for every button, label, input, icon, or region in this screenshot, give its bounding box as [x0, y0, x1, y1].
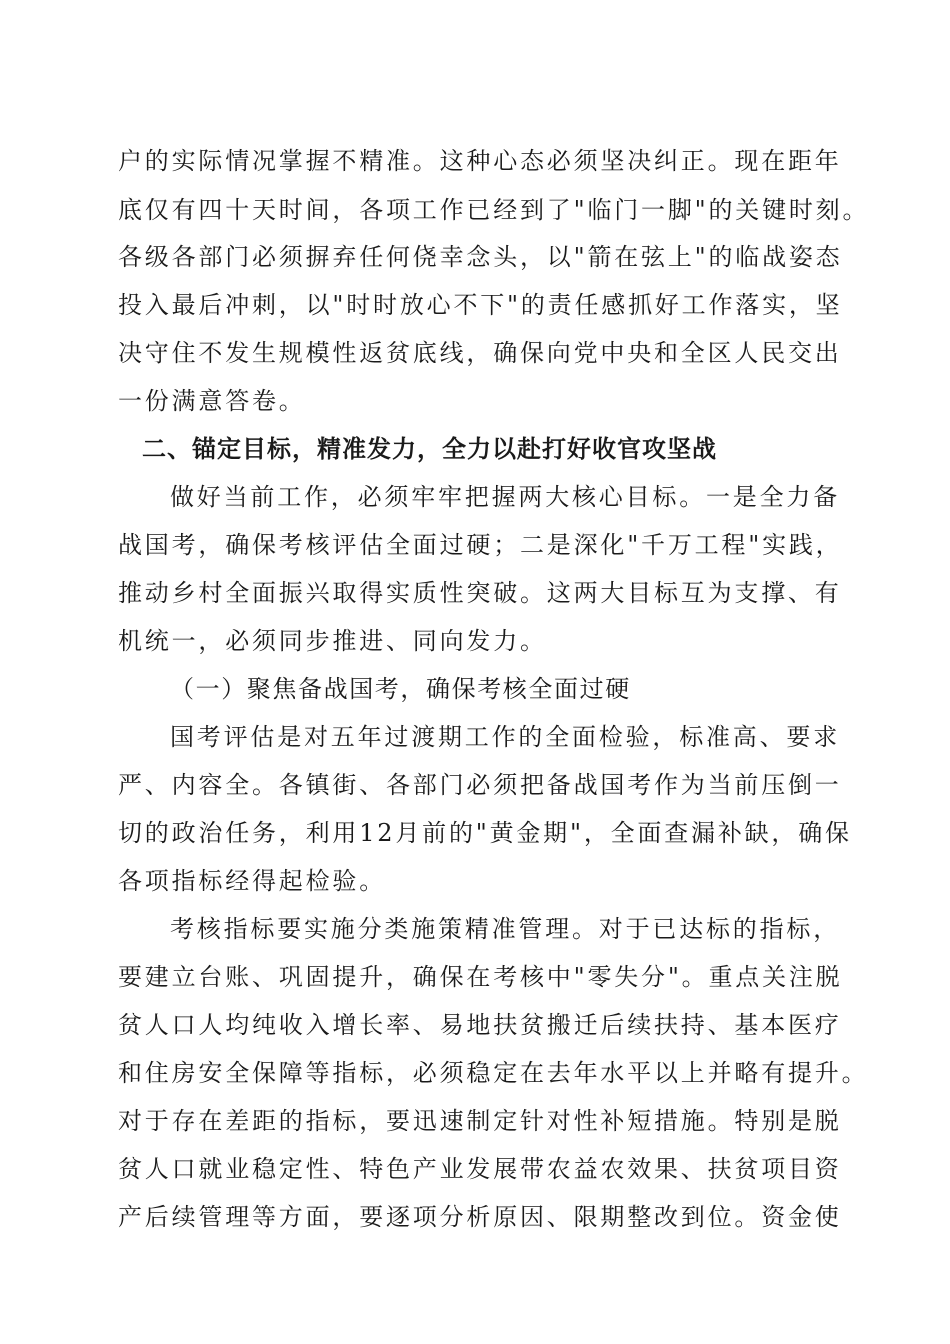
body-text-line: 投入最后冲刺，以"时时放心不下"的责任感抓好工作落实，坚 — [118, 291, 843, 319]
body-text-line: 战国考，确保考核评估全面过硬；二是深化"千万工程"实践， — [118, 531, 843, 559]
subsection-heading: （一）聚焦备战国考，确保考核全面过硬 — [170, 675, 631, 703]
body-text-line: 对于存在差距的指标，要迅速制定针对性补短措施。特别是脱 — [118, 1107, 842, 1135]
body-text-line: 机统一，必须同步推进、同向发力。 — [118, 627, 547, 655]
body-text-line: 严、内容全。各镇街、各部门必须把备战国考作为当前压倒一 — [118, 771, 842, 799]
body-text-line: 切的政治任务，利用12月前的"黄金期"，全面查漏补缺，确保 — [118, 819, 852, 847]
body-text-line: 户的实际情况掌握不精准。这种心态必须坚决纠正。现在距年 — [118, 147, 842, 175]
body-text-line: 要建立台账、巩固提升，确保在考核中"零失分"。重点关注脱 — [118, 963, 843, 991]
body-text-line: 一份满意答卷。 — [118, 387, 306, 415]
body-text-line: 决守住不发生规模性返贫底线，确保向党中央和全区人民交出 — [118, 339, 842, 367]
body-text-line: 产后续管理等方面，要逐项分析原因、限期整改到位。资金使 — [118, 1203, 842, 1231]
body-text-line: 各级各部门必须摒弃任何侥幸念头，以"箭在弦上"的临战姿态 — [118, 243, 843, 271]
paragraph-first-line: 考核指标要实施分类施策精准管理。对于已达标的指标， — [170, 915, 840, 943]
paragraph-first-line: 做好当前工作，必须牢牢把握两大核心目标。一是全力备 — [170, 483, 840, 511]
body-text-line: 和住房安全保障等指标，必须稳定在去年水平以上并略有提升。 — [118, 1059, 869, 1087]
body-text-line: 贫人口人均纯收入增长率、易地扶贫搬迁后续扶持、基本医疗 — [118, 1011, 842, 1039]
body-text-line: 底仅有四十天时间，各项工作已经到了"临门一脚"的关键时刻。 — [118, 196, 870, 224]
body-text-line: 贫人口就业稳定性、特色产业发展带农益农效果、扶贫项目资 — [118, 1155, 842, 1183]
paragraph-first-line: 国考评估是对五年过渡期工作的全面检验，标准高、要求 — [170, 723, 840, 751]
section-heading: 二、锚定目标，精准发力，全力以赴打好收官攻坚战 — [142, 434, 717, 463]
body-text-line: 各项指标经得起检验。 — [118, 867, 386, 895]
body-text-line: 推动乡村全面振兴取得实质性突破。这两大目标互为支撑、有 — [118, 579, 842, 607]
